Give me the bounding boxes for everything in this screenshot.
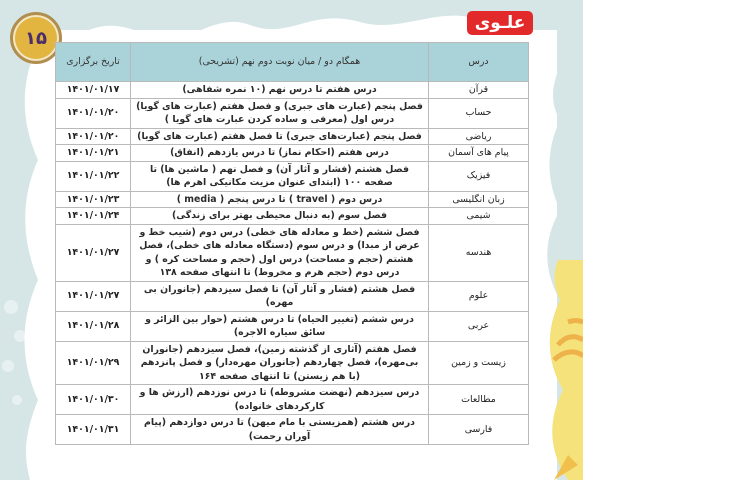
dot-decoration bbox=[14, 330, 26, 342]
cell-subject: فیزیک bbox=[429, 161, 529, 191]
cell-date: ۱۴۰۱/۰۱/۲۱ bbox=[56, 145, 131, 162]
cell-topic: فصل سوم (به دنبال محیطی بهتر برای زندگی) bbox=[131, 208, 429, 225]
cell-topic: فصل پنجم (عبارت های جبری) و فصل هفتم (عبارت های گویا) درس اول (معرفی و ساده کردن عبارت های گویا ) bbox=[131, 98, 429, 128]
table-row bbox=[56, 128, 529, 145]
cell-subject: مطالعات bbox=[429, 385, 529, 415]
cell-topic: درس دوم ( travel ) تا درس پنجم ( media ) bbox=[131, 191, 429, 208]
school-title: علـوی bbox=[474, 13, 526, 33]
table-row bbox=[56, 161, 529, 191]
cell-subject: پیام های آسمان bbox=[429, 145, 529, 162]
table-row bbox=[56, 415, 529, 445]
header-date: تاریخ برگزاری bbox=[56, 43, 131, 82]
dot-decoration bbox=[12, 395, 22, 405]
table-row bbox=[56, 224, 529, 281]
cell-date: ۱۴۰۱/۰۱/۲۷ bbox=[56, 224, 131, 281]
cell-date: ۱۴۰۱/۰۱/۲۰ bbox=[56, 128, 131, 145]
table-header-row bbox=[56, 43, 529, 82]
cell-date: ۱۴۰۱/۰۱/۲۴ bbox=[56, 208, 131, 225]
cell-date: ۱۴۰۱/۰۱/۲۲ bbox=[56, 161, 131, 191]
table-row bbox=[56, 98, 529, 128]
cell-topic: فصل هشتم (فشار و آثار آن) تا فصل سیزدهم (جانوران بی مهره) bbox=[131, 281, 429, 311]
page-number: ۱۵ bbox=[25, 27, 47, 49]
cell-topic: درس ششم (تغییر الحیاه) تا درس هشتم (حوار بین الزائر و سائق سیاره الاجره) bbox=[131, 311, 429, 341]
cell-topic: درس هفتم تا درس نهم (۱۰ نمره شفاهی) bbox=[131, 82, 429, 99]
cell-subject: ریاضی bbox=[429, 128, 529, 145]
cell-date: ۱۴۰۱/۰۱/۳۰ bbox=[56, 385, 131, 415]
cell-date: ۱۴۰۱/۰۱/۳۱ bbox=[56, 415, 131, 445]
table-row bbox=[56, 385, 529, 415]
school-title-tag bbox=[467, 11, 533, 35]
cell-date: ۱۴۰۱/۰۱/۲۹ bbox=[56, 341, 131, 385]
cell-subject: فارسی bbox=[429, 415, 529, 445]
cell-subject: زیست و زمین bbox=[429, 341, 529, 385]
cell-date: ۱۴۰۱/۰۱/۲۷ bbox=[56, 281, 131, 311]
cell-topic: فصل ششم (خط و معادله های خطی) درس دوم (شیب خط و عرض از مبدا) و درس سوم (دستگاه معادله های خطی)، فصل هشتم (حجم و مساحت) درس اول (حجم و مساحت کره ) و درس دوم (حجم هرم و مخروط) تا انتهای صفحه ۱۳۸ bbox=[131, 224, 429, 281]
table-row bbox=[56, 82, 529, 99]
cell-topic: فصل پنجم (عبارت‌های جبری) تا فصل هفتم (عبارت های گویا) bbox=[131, 128, 429, 145]
cell-subject: عربی bbox=[429, 311, 529, 341]
table-row bbox=[56, 311, 529, 341]
cell-topic: درس سیزدهم (نهضت مشروطه) تا درس نوزدهم (ارزش ها و کارکردهای خانواده) bbox=[131, 385, 429, 415]
table-row bbox=[56, 281, 529, 311]
cell-date: ۱۴۰۱/۰۱/۲۰ bbox=[56, 98, 131, 128]
right-wave-decoration bbox=[538, 60, 583, 480]
cell-topic: فصل هشتم (فشار و آثار آن) و فصل نهم ( ماشین ها) تا صفحه ۱۰۰ (ابتدای عنوان مزیت مکانیکی اهرم ها) bbox=[131, 161, 429, 191]
dot-decoration bbox=[2, 360, 14, 372]
cell-topic: درس هفتم (احکام نماز) تا درس یازدهم (انفاق) bbox=[131, 145, 429, 162]
cell-subject: حساب bbox=[429, 98, 529, 128]
table-row bbox=[56, 145, 529, 162]
cell-subject: شیمی bbox=[429, 208, 529, 225]
exam-schedule-table bbox=[55, 42, 529, 445]
cell-subject: علوم bbox=[429, 281, 529, 311]
cell-subject: هندسه bbox=[429, 224, 529, 281]
cell-subject: قرآن bbox=[429, 82, 529, 99]
left-wave-decoration bbox=[0, 40, 40, 480]
table-row bbox=[56, 208, 529, 225]
header-subject: درس bbox=[429, 43, 529, 82]
table-row bbox=[56, 191, 529, 208]
cell-date: ۱۴۰۱/۰۱/۲۳ bbox=[56, 191, 131, 208]
table-row bbox=[56, 341, 529, 385]
cell-date: ۱۴۰۱/۰۱/۱۷ bbox=[56, 82, 131, 99]
dot-decoration bbox=[4, 300, 18, 314]
cell-topic: فصل هفتم (آثاری از گذشته زمین)، فصل سیزدهم (جانوران بی‌مهره)، فصل چهاردهم (جانوران مهره‌دار) و فصل پانزدهم (با هم زیستن) تا انتهای صفحه ۱۶۴ bbox=[131, 341, 429, 385]
cell-date: ۱۴۰۱/۰۱/۲۸ bbox=[56, 311, 131, 341]
cell-subject: زبان انگلیسی bbox=[429, 191, 529, 208]
header-topic: همگام دو / میان نوبت دوم نهم (تشریحی) bbox=[131, 43, 429, 82]
cell-topic: درس هشتم (همزیستی با مام میهن) تا درس دوازدهم (پیام آوران رحمت) bbox=[131, 415, 429, 445]
